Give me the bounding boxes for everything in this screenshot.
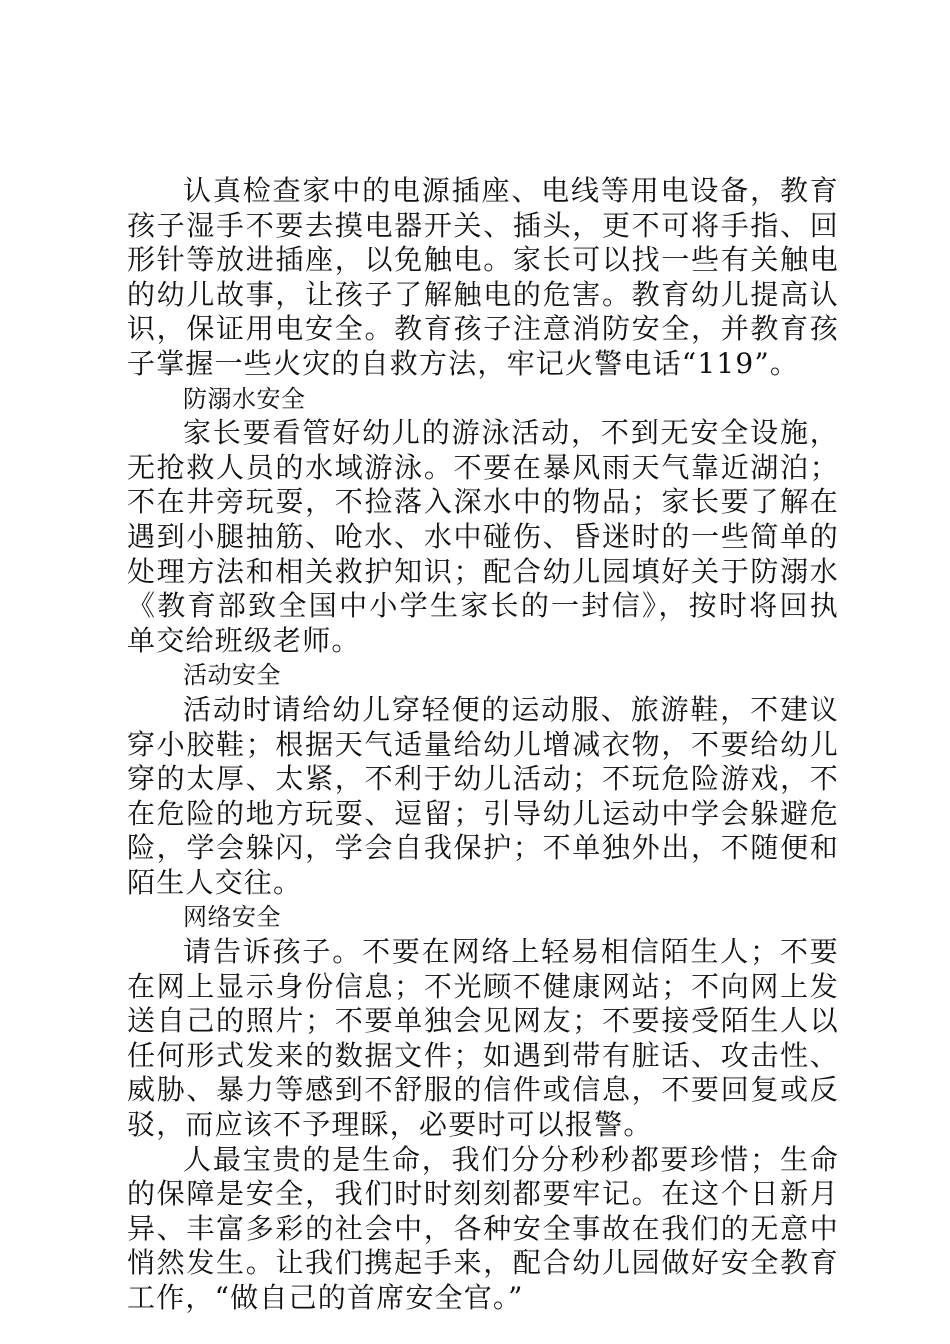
intro-paragraph: 认真检查家中的电源插座、电线等用电设备，教育孩子湿手不要去摸电器开关、插头，更不可将手指、回形针等放进插座，以免触电。家长可以找一些有关触电的幼儿故事，让孩子了解触电的危害。教育幼儿提高认识，保证用电安全。教育孩子注意消防安全，并教育孩子掌握一些火灾的自救方法，牢记火警电话“119”。	[127, 174, 839, 380]
activity-safety-paragraph: 活动时请给幼儿穿轻便的运动服、旅游鞋，不建议穿小胶鞋；根据天气适量给幼儿增减衣物，不要给幼儿穿的太厚、太紧，不利于幼儿活动；不玩危险游戏，不在危险的地方玩耍、逗留；引导幼儿运动中学会躲避危险，学会躲闪，学会自我保护；不单独外出，不随便和陌生人交往。	[127, 692, 839, 899]
document-page	[127, 174, 839, 1316]
network-safety-heading: 网络安全	[183, 903, 281, 932]
network-safety-paragraph: 请告诉孩子。不要在网络上轻易相信陌生人；不要在网上显示身份信息；不光顾不健康网站；不向网上发送自己的照片；不要单独会见网友；不要接受陌生人以任何形式发来的数据文件；如遇到带有脏话、攻击性、威胁、暴力等感到不舒服的信件或信息，不要回复或反驳，而应该不予理睬，必要时可以报警。	[127, 935, 839, 1142]
activity-safety-heading: 活动安全	[183, 661, 281, 690]
drowning-safety-paragraph: 家长要看管好幼儿的游泳活动，不到无安全设施，无抢救人员的水域游泳。不要在暴风雨天气靠近湖泊；不在井旁玩耍，不捡落入深水中的物品；家长要了解在遇到小腿抽筋、呛水、水中碰伤、昏迷时的一些简单的处理方法和相关救护知识；配合幼儿园填好关于防溺水《教育部致全国中小学生家长的一封信》，按时将回执单交给班级老师。	[127, 416, 839, 657]
closing-paragraph: 人最宝贵的是生命，我们分分秒秒都要珍惜；生命的保障是安全，我们时时刻刻都要牢记。在这个日新月异、丰富多彩的社会中，各种安全事故在我们的无意中悄然发生。让我们携起手来，配合幼儿园做好安全教育工作，“做自己的首席安全官。”	[127, 1142, 839, 1314]
drowning-safety-heading: 防溺水安全	[183, 384, 306, 413]
